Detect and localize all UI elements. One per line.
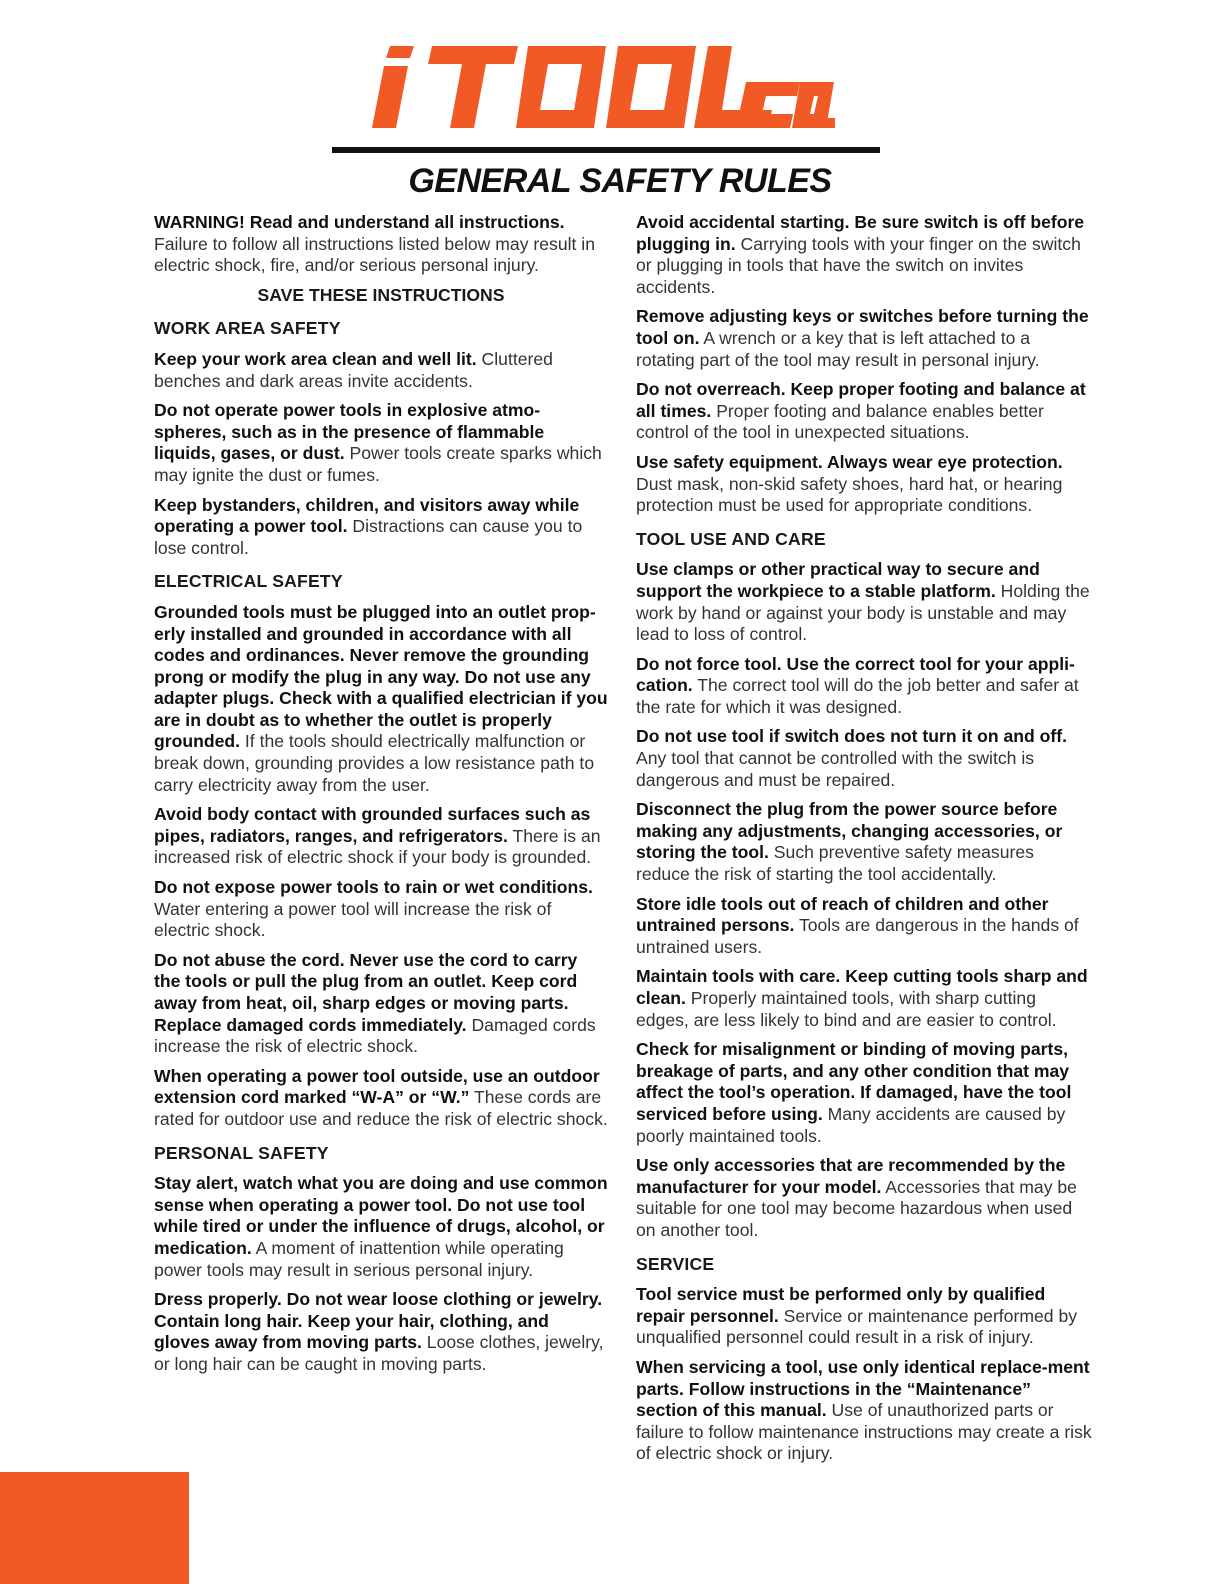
rule-lead: Do not expose power tools to rain or wet conditions. <box>154 877 593 898</box>
rule-lead: Grounded tools must be plugged into an outlet prop-erly installed and grounded in accordance with all codes and ordinances. Never remove the grounding prong or modify the plug in any way. Do not use any adapter plugs. Check with a qualified electrician if you are in doubt as to whether the outlet is properly grounded. <box>154 601 608 752</box>
rule-paragraph <box>636 1357 1092 1465</box>
section-heading: SERVICE <box>636 1253 715 1274</box>
rule-paragraph <box>636 1284 1092 1349</box>
rule-paragraph <box>154 1289 608 1375</box>
rule-paragraph <box>636 894 1092 959</box>
rule-lead: Use only accessories that are recommended by the manufacturer for your model. <box>636 1155 1066 1197</box>
rule-lead: Tool service must be performed only by qualified repair personnel. <box>636 1284 1046 1326</box>
rule-text: If the tools should electrically malfunction or break down, grounding provides a low resistance path to carry electricity away from the user. <box>154 731 595 795</box>
rule-lead: Use clamps or other practical way to secure and support the workpiece to a stable platform. <box>636 559 1040 601</box>
rule-text: There is an increased risk of electric shock if your body is grounded. <box>154 825 601 868</box>
rule-lead: When operating a power tool outside, use an outdoor extension cord marked “W-A” or “W.” <box>154 1065 600 1108</box>
rule-paragraph <box>154 877 608 942</box>
section-heading: PERSONAL SAFETY <box>154 1142 329 1163</box>
rule-lead: Dress properly. Do not wear loose clothing or jewelry. Contain long hair. Keep your hair, clothing, and gloves away from moving parts. <box>154 1289 603 1353</box>
rule-paragraph <box>636 559 1092 645</box>
rule-lead: Do not force tool. Use the correct tool for your appli-cation. <box>636 653 1075 696</box>
rule-text: The correct tool will do the job better and safer at the rate for which it was designed. <box>636 675 1079 717</box>
rule-text: Tools are dangerous in the hands of untrained users. <box>636 915 1079 957</box>
rule-paragraph <box>636 799 1092 885</box>
rule-lead: Do not overreach. Keep proper footing and balance at all times. <box>636 379 1086 421</box>
rule-lead: Maintain tools with care. Keep cutting tools sharp and clean. <box>636 966 1088 1008</box>
rule-text: Damaged cords increase the risk of electric shock. <box>154 1014 596 1057</box>
rule-lead: Store idle tools out of reach of children and other untrained persons. <box>636 893 1049 936</box>
rule-lead: Do not abuse the cord. Never use the cord to carry the tools or pull the plug from an outlet. Keep cord away from heat, oil, sharp edges or moving parts. Replace damaged cords immediately. <box>154 949 578 1035</box>
rule-text: Such preventive safety measures reduce the risk of starting the tool accidentally. <box>636 842 1034 885</box>
rule-lead: Avoid body contact with grounded surfaces such as pipes, radiators, ranges, and refrigerators. <box>154 804 591 846</box>
rule-paragraph <box>636 212 1092 298</box>
rule-lead: WARNING! Read and understand all instructions. <box>154 212 565 232</box>
rule-paragraph <box>154 212 608 277</box>
rule-text: A moment of inattention while operating power tools may result in serious personal injury. <box>154 1237 564 1280</box>
rule-lead: Remove adjusting keys or switches before turning the tool on. <box>636 306 1089 348</box>
section-heading: ELECTRICAL SAFETY <box>154 571 343 592</box>
rule-text: Power tools create sparks which may ignite the dust or fumes. <box>154 443 602 485</box>
rule-text: Properly maintained tools, with sharp cutting edges, are less likely to bind and are easier to control. <box>636 988 1057 1030</box>
rule-text: Carrying tools with your finger on the switch or plugging in tools that have the switch on invites accidents. <box>636 233 1081 297</box>
rule-lead: Disconnect the plug from the power source before making any adjustments, changing accessories, or storing the tool. <box>636 799 1063 863</box>
rule-text: Cluttered benches and dark areas invite accidents. <box>154 348 553 391</box>
rule-text: Holding the work by hand or against your body is unstable and may lead to loss of control. <box>636 580 1090 645</box>
rule-paragraph <box>636 966 1092 1031</box>
rule-text: Failure to follow all instructions listed below may result in electric shock, fire, and/or serious personal injury. <box>154 233 596 276</box>
accent-corner-block <box>0 1472 189 1584</box>
rule-text: Use of unauthorized parts or failure to follow maintenance instructions may create a risk of electric shock or injury. <box>636 1400 1092 1464</box>
left-column <box>154 212 608 1384</box>
rule-lead: Check for misalignment or binding of moving parts, breakage of parts, and any other condition that may affect the tool’s operation. If damaged, have the tool serviced before using. <box>636 1039 1072 1124</box>
rule-lead: Use safety equipment. Always wear eye protection. <box>636 451 1063 472</box>
rule-paragraph <box>154 804 608 869</box>
rule-paragraph <box>636 654 1092 719</box>
rule-text: Many accidents are caused by poorly maintained tools. <box>636 1103 1066 1146</box>
rule-paragraph <box>154 1173 608 1281</box>
rule-text: A wrench or a key that is left attached to a rotating part of the tool may result in personal injury. <box>636 327 1040 370</box>
rule-paragraph <box>154 495 608 560</box>
section-heading: TOOL USE AND CARE <box>636 528 826 549</box>
rule-text: Accessories that may be suitable for one tool may become hazardous when used on another tool. <box>636 1176 1077 1240</box>
right-column <box>636 212 1092 1473</box>
rule-lead: Keep bystanders, children, and visitors away while operating a power tool. <box>154 494 580 537</box>
rule-text: Proper footing and balance enables better control of the tool in unexpected situations. <box>636 400 1044 443</box>
rule-paragraph <box>636 1039 1092 1147</box>
rule-paragraph <box>154 349 608 392</box>
rule-paragraph <box>636 379 1092 444</box>
rule-paragraph <box>636 452 1092 517</box>
rule-text: Water entering a power tool will increase the risk of electric shock. <box>154 898 552 941</box>
rule-text: Loose clothes, jewelry, or long hair can be caught in moving parts. <box>154 1332 604 1374</box>
rule-paragraph <box>636 306 1092 371</box>
rule-text: These cords are rated for outdoor use and reduce the risk of electric shock. <box>154 1087 608 1129</box>
rule-lead: Do not operate power tools in explosive atmo-spheres, such as in the presence of flammable liquids, gases, or dust. <box>154 400 545 464</box>
rule-text: Any tool that cannot be controlled with the switch is dangerous and must be repaired. <box>636 748 1035 790</box>
rule-paragraph <box>154 950 608 1058</box>
save-instructions-heading: SAVE THESE INSTRUCTIONS <box>257 284 505 305</box>
section-heading: WORK AREA SAFETY <box>154 318 341 339</box>
rule-paragraph <box>154 1066 608 1131</box>
page-title: GENERAL SAFETY RULES <box>408 162 832 200</box>
rule-text: Dust mask, non-skid safety shoes, hard hat, or hearing protection must be used for appropriate conditions. <box>636 473 1063 516</box>
rule-lead: Keep your work area clean and well lit. <box>154 348 477 369</box>
rule-paragraph <box>154 400 608 486</box>
rule-text: Distractions can cause you to lose control. <box>154 516 583 558</box>
rule-lead: Do not use tool if switch does not turn it on and off. <box>636 726 1068 747</box>
title-divider <box>332 147 880 153</box>
rule-paragraph <box>636 1155 1092 1241</box>
rule-paragraph <box>636 726 1092 791</box>
rule-paragraph <box>154 602 608 796</box>
itoolco-logo <box>368 44 838 132</box>
rule-lead: When servicing a tool, use only identical replace-ment parts. Follow instructions in the “Maintenance” section of this manual. <box>636 1356 1090 1421</box>
rule-lead: Avoid accidental starting. Be sure switch is off before plugging in. <box>636 212 1085 254</box>
rule-lead: Stay alert, watch what you are doing and use common sense when operating a power tool. Do not use tool while tired or under the influence of drugs, alcohol, or medication. <box>154 1173 608 1258</box>
rule-text: Service or maintenance performed by unqualified personnel could result in a risk of injury. <box>636 1305 1078 1348</box>
